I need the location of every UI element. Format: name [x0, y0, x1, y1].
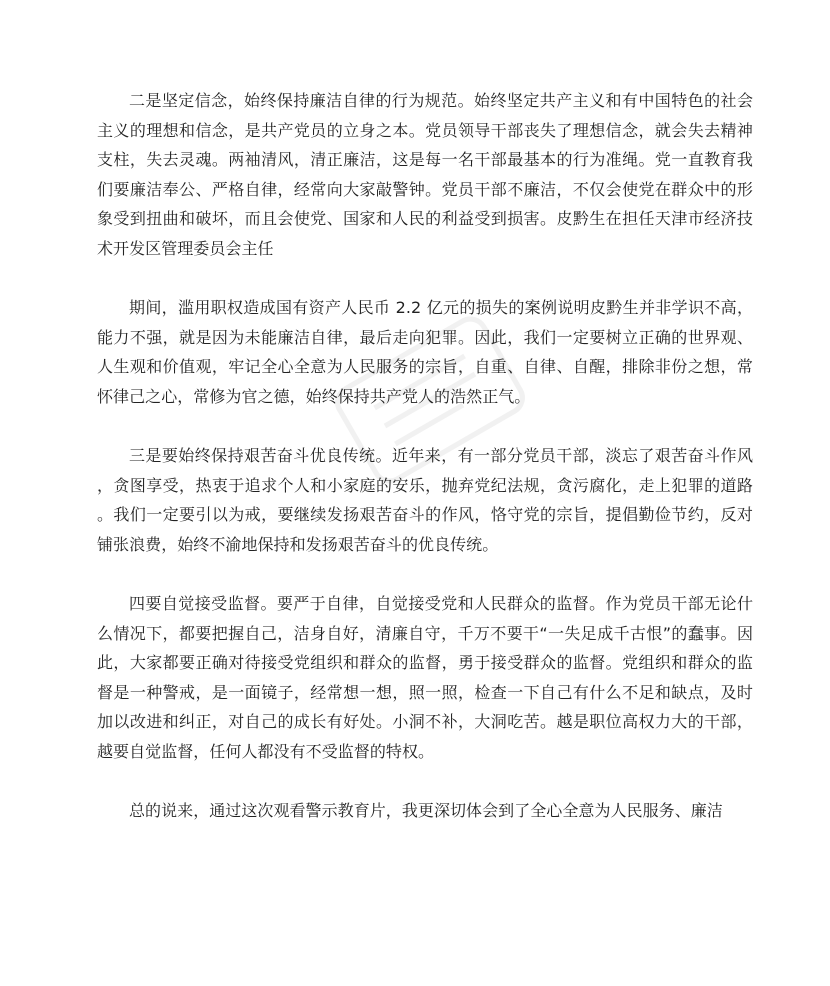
paragraph-summary: 总的说来，通过这次观看警示教育片，我更深切体会到了全心全意为人民服务、廉洁 — [129, 801, 723, 821]
paragraph-case-example: 期间，滥用职权造成国有资产人民币 2.2 亿元的损失的案例说明皮黔生并非学识不高，能力不强，就是因为未能廉洁自律，最后走向犯罪。因此，我们一定要树立正确的世界观、人生观和价值观，牢记全心全意为人民服务的宗旨，自重、自律、自醒，排除非份之想，常怀律己之心，常修为官之德，始终保持共产党人的浩然正气。 — [97, 298, 753, 406]
paragraph-supervision: 四要自觉接受监督。要严于自律，自觉接受党和人民群众的监督。作为党员干部无论什么情况下，都要把握自己，洁身自好，清廉自守，千万不要干“一失足成千古恨”的蠢事。因此，大家都要正确对待接受党组织和群众的监督，勇于接受群众的监督。党组织和群众的监督是一种警戒，是一面镜子，经常想一想，照一照，检查一下自己有什么不足和缺点，及时加以改进和纠正，对自己的成长有好处。小洞不补，大洞吃苦。越是职位高权力大的干部，越要自觉监督，任何人都没有不受监督的特权。 — [97, 594, 753, 762]
document-body — [97, 86, 753, 826]
paragraph-belief: 二是坚定信念，始终保持廉洁自律的行为规范。始终坚定共产主义和有中国特色的社会主义的理想和信念，是共产党员的立身之本。党员领导干部丧失了理想信念，就会失去精神支柱，失去灵魂。两袖清风，清正廉洁，这是每一名干部最基本的行为准绳。党一直教育我们要廉洁奉公、严格自律，经常向大家敲警钟。党员干部不廉洁，不仅会使党在群众中的形象受到扭曲和破坏，而且会使党、国家和人民的利益受到损害。皮黔生在担任天津市经济技术开发区管理委员会主任 — [97, 91, 753, 258]
paragraph-hard-work: 三是要始终保持艰苦奋斗优良传统。近年来，有一部分党员干部，淡忘了艰苦奋斗作风，贪图享受，热衷于追求个人和小家庭的安乐，抛弃党纪法规，贪污腐化，走上犯罪的道路。我们一定要引以为戒，要继续发扬艰苦奋斗的作风，恪守党的宗旨，提倡勤俭节约，反对铺张浪费，始终不渝地保持和发扬艰苦奋斗的优良传统。 — [97, 446, 753, 554]
